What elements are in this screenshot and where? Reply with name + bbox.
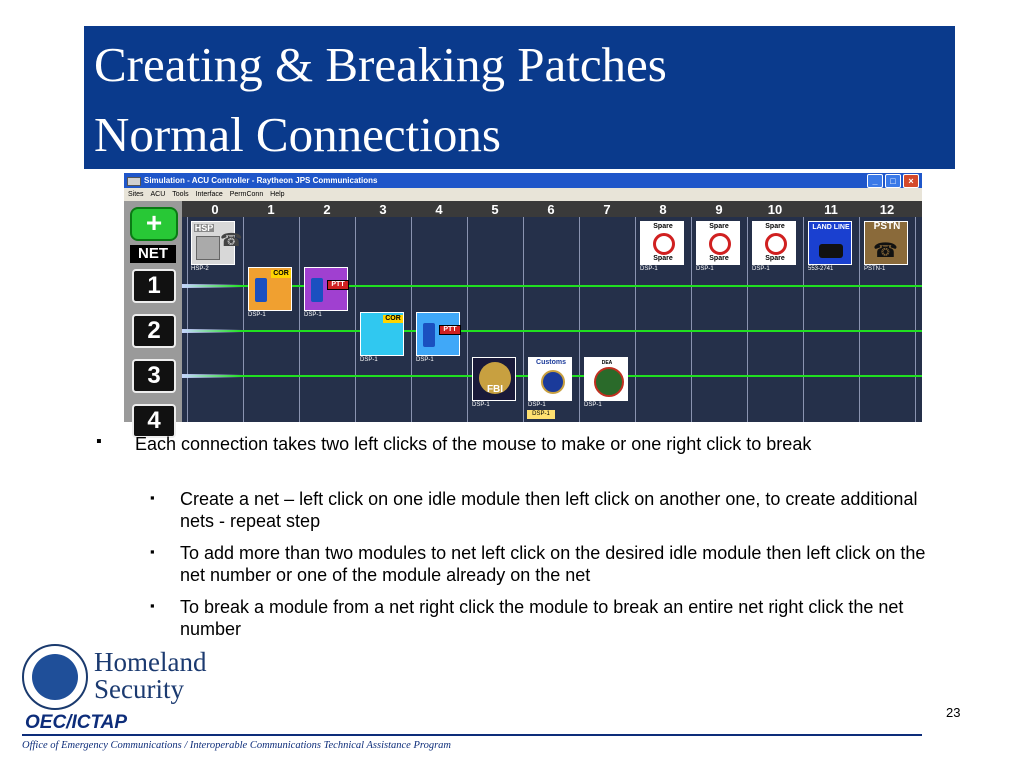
footer-divider [22, 734, 922, 736]
grid-line [467, 217, 468, 422]
grid-line [411, 217, 412, 422]
add-net-button[interactable]: + [130, 207, 178, 241]
sub-bullet-marker: ▪ [150, 544, 155, 559]
spare-top: Spare [653, 223, 673, 230]
bullet-main: Each connection takes two left clicks of the mouse to make or one right click to break [135, 434, 812, 454]
module-pstn[interactable] [864, 221, 908, 265]
column-11: 11 [824, 202, 838, 217]
menu-interface[interactable]: Interface [195, 191, 223, 198]
menu-acu[interactable]: ACU [150, 191, 166, 198]
column-5: 5 [491, 202, 499, 217]
sub-bullet-3: To break a module from a net right click the module to break an entire net right click the net number [180, 597, 904, 639]
module-customs[interactable] [528, 357, 572, 401]
column-1: 1 [267, 202, 275, 217]
cor-tag: COR [271, 270, 291, 278]
module-grid [182, 201, 922, 422]
module-net1-radio-b[interactable] [304, 267, 348, 311]
desk-phone-icon [819, 244, 843, 258]
module-spare-9[interactable] [696, 221, 740, 265]
column-9: 9 [715, 202, 723, 217]
grid-line [355, 217, 356, 422]
no-symbol-icon [653, 233, 675, 255]
net-3-button[interactable]: 3 [132, 359, 176, 393]
module-net1-radio-a[interactable] [248, 267, 292, 311]
sub-bullet-marker: ▪ [150, 490, 155, 505]
module-spare-9-label: DSP-1 [696, 266, 714, 272]
grid-line [579, 217, 580, 422]
module-dea-label: DSP-1 [584, 402, 602, 408]
sub-bullet-1: Create a net – left click on one idle module then left click on another one, to create additional nets - repeat step [180, 489, 918, 531]
menu-sites[interactable]: Sites [128, 191, 144, 198]
phone-handset-icon: ☎ [220, 230, 243, 250]
net-2-button[interactable]: 2 [132, 314, 176, 348]
net-2-glow [182, 329, 242, 333]
slide-title-box [84, 26, 955, 169]
no-symbol-icon [709, 233, 731, 255]
net-3-glow [182, 374, 242, 378]
page-number: 23 [946, 705, 961, 720]
dea-title: DEA [601, 360, 613, 366]
radio-icon [255, 278, 267, 302]
module-net2-b-label: DSP-1 [416, 357, 434, 363]
radio-icon [423, 323, 435, 347]
cor-tag: COR [383, 315, 403, 323]
module-spare-10-label: DSP-1 [752, 266, 770, 272]
pstn-title: PSTN [873, 221, 901, 232]
column-3: 3 [379, 202, 387, 217]
grid-line [747, 217, 748, 422]
menu-tools[interactable]: Tools [172, 191, 189, 198]
window-title-bar [124, 173, 922, 188]
dea-seal-icon [594, 367, 624, 397]
module-hsp[interactable] [191, 221, 243, 265]
rotary-phone-icon: ☎ [873, 240, 898, 262]
net-1-button[interactable]: 1 [132, 269, 176, 303]
close-button[interactable]: × [903, 174, 919, 188]
module-net1-a-label: DSP-1 [248, 312, 266, 318]
module-net2-a-label: DSP-1 [360, 357, 378, 363]
module-hsp-label: HSP-2 [191, 266, 209, 272]
module-net1-b-label: DSP-1 [304, 312, 322, 318]
column-6: 6 [547, 202, 555, 217]
sub-bullet-2: To add more than two modules to net left click on the desired idle module then left click on the net number or one of the module already on the net [180, 543, 926, 585]
column-12: 12 [879, 202, 895, 217]
land-line-title: LAND LINE [812, 224, 850, 231]
minimize-button[interactable]: _ [867, 174, 883, 188]
keypad-icon [196, 236, 220, 260]
ptt-tag: PTT [327, 280, 349, 290]
module-land-line[interactable] [808, 221, 852, 265]
module-spare-8-label: DSP-1 [640, 266, 658, 272]
maximize-button[interactable]: □ [885, 174, 901, 188]
spare-bottom: Spare [765, 255, 785, 262]
fbi-title: FBI [486, 384, 504, 395]
spare-bottom: Spare [653, 255, 673, 262]
slide-title-line-2: Normal Connections [94, 107, 501, 162]
oec-ictap-title: OEC/ICTAP [25, 712, 128, 733]
grid-line [859, 217, 860, 422]
security-word: Security [94, 674, 184, 704]
app-icon [127, 177, 141, 186]
acu-window [124, 173, 922, 434]
sub-bullet-marker: ▪ [150, 598, 155, 613]
module-spare-10[interactable] [752, 221, 796, 265]
net-1-line [182, 285, 922, 287]
window-title: Simulation - ACU Controller - Raytheon JPS Communications [144, 176, 378, 185]
grid-line [243, 217, 244, 422]
grid-line [299, 217, 300, 422]
module-customs-label: DSP-1 [528, 402, 546, 408]
column-2: 2 [323, 202, 331, 217]
customs-seal-icon [541, 370, 565, 394]
spare-top: Spare [765, 223, 785, 230]
grid-line [635, 217, 636, 422]
module-net2-radio-b[interactable] [416, 312, 460, 356]
module-fbi[interactable] [472, 357, 516, 401]
module-dea[interactable] [584, 357, 628, 401]
net-1-glow [182, 284, 242, 288]
column-0: 0 [211, 202, 219, 217]
homeland-word: Homeland [94, 647, 207, 677]
module-land-line-label: 553-2741 [808, 266, 834, 272]
grid-line [523, 217, 524, 422]
no-symbol-icon [765, 233, 787, 255]
customs-title: Customs [536, 359, 566, 366]
spare-bottom: Spare [709, 255, 729, 262]
column-8: 8 [659, 202, 667, 217]
net-label: NET [130, 245, 176, 263]
hsp-title: HSP [194, 223, 214, 233]
module-net2-radio-a[interactable] [360, 312, 404, 356]
menu-help[interactable]: Help [270, 191, 285, 198]
net-4-button[interactable]: 4 [132, 404, 176, 438]
module-pstn-label: PSTN-1 [864, 266, 886, 272]
module-spare-8[interactable] [640, 221, 684, 265]
menu-permconn[interactable]: PermConn [229, 191, 264, 198]
spare-top: Spare [709, 223, 729, 230]
slide-title-line-1: Creating & Breaking Patches [94, 37, 667, 92]
grid-line [691, 217, 692, 422]
dhs-seal-logo [22, 644, 88, 710]
ptt-tag: PTT [439, 325, 461, 335]
grid-line [803, 217, 804, 422]
net-2-line [182, 330, 922, 332]
grid-line [915, 217, 916, 422]
radio-icon [311, 278, 323, 302]
oec-ictap-fullname: Office of Emergency Communications / Interoperable Communications Technical Assistance Program [22, 740, 451, 751]
menu-bar [124, 188, 922, 201]
column-7: 7 [603, 202, 611, 217]
module-fbi-label: DSP-1 [472, 402, 490, 408]
column-10: 10 [767, 202, 783, 217]
bullet-marker: ▪ [96, 433, 102, 450]
column-4: 4 [435, 202, 443, 217]
module-customs-selected-badge: DSP-1 [527, 410, 555, 419]
net-sidebar [124, 201, 182, 434]
dhs-seal-center [32, 654, 78, 700]
grid-line [187, 217, 188, 422]
